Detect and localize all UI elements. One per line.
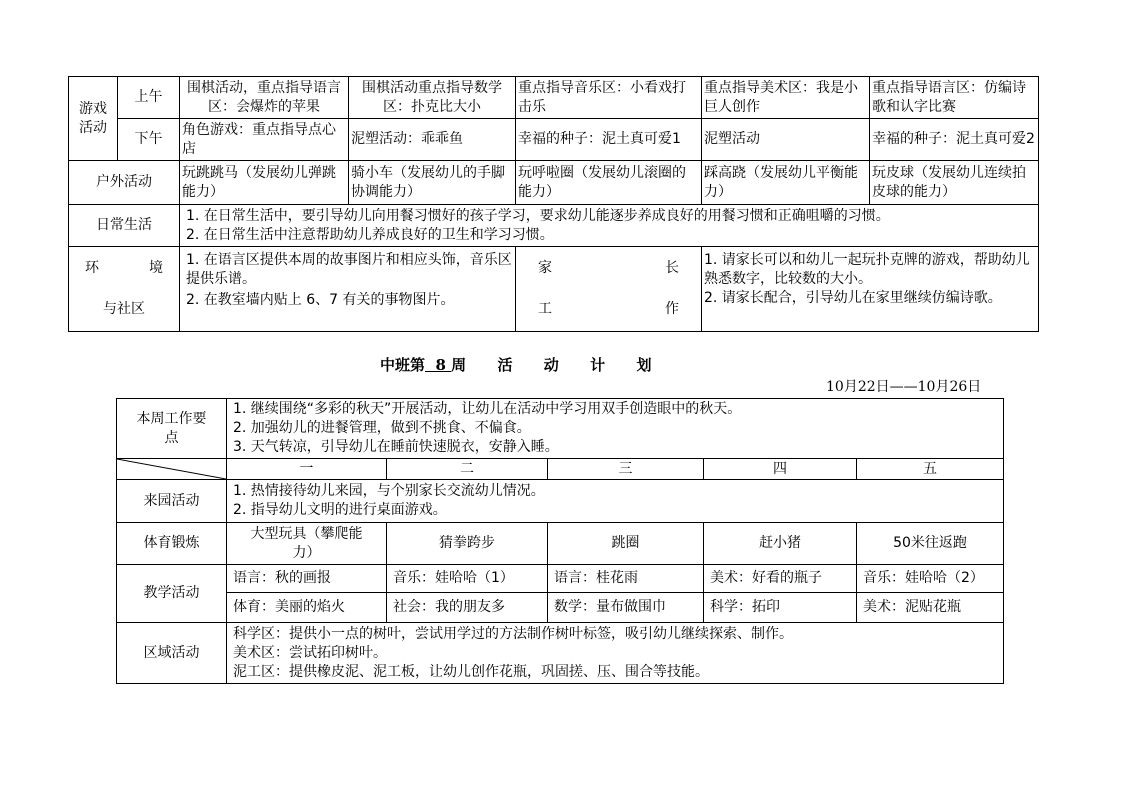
area-line-2: 美术区：尝试拓印树叶。 xyxy=(233,644,387,661)
focus-content xyxy=(227,399,1004,459)
environment-label-char-2: 境 xyxy=(149,260,163,276)
game-am-wed: 重点指导音乐区：小看戏打击乐 xyxy=(516,77,702,119)
diagonal-line xyxy=(117,459,226,479)
area-line-1: 科学区：提供小一点的树叶，尝试用学过的方法制作树叶标签，吸引幼儿继续探索、制作。 xyxy=(233,625,793,642)
area-activity-label: 区域活动 xyxy=(117,623,227,684)
teach2-mon: 体育：美丽的焰火 xyxy=(227,593,387,623)
teach2-thu: 科学：拓印 xyxy=(704,593,857,623)
focus-line-2: 2. 加强幼儿的进餐管理，做到不挑食、不偏食。 xyxy=(233,420,531,436)
parent-label-char-3: 工 xyxy=(538,301,552,317)
day-header-3: 三 xyxy=(548,459,704,480)
game-pm-thu: 泥塑活动 xyxy=(702,119,870,161)
game-activity-label: 游戏活动 xyxy=(69,77,118,161)
game-pm-fri: 幸福的种子：泥土真可爱2 xyxy=(870,119,1039,161)
arrival-label: 来园活动 xyxy=(117,480,227,523)
parent-work-line-1: 1. 请家长可以和幼儿一起玩扑克牌的游戏，帮助幼儿熟悉数字，比较数的大小。 xyxy=(704,252,1030,287)
game-pm-mon: 角色游戏：重点指导点心店 xyxy=(180,119,349,161)
area-line-3: 泥工区：提供橡皮泥、泥工板，让幼儿创作花瓶，巩固搓、压、围合等技能。 xyxy=(233,663,709,680)
environment-label-community: 与社区 xyxy=(103,301,145,317)
outdoor-tue: 骑小车（发展幼儿的手脚协调能力） xyxy=(349,161,516,205)
game-am-tue: 围棋活动重点指导数学区：扑克比大小 xyxy=(349,77,516,119)
pe-tue: 猜拳跨步 xyxy=(387,523,548,565)
environment-line-2: 2. 在教室墙内贴上 6、7 有关的事物图片。 xyxy=(186,292,455,308)
teach1-wed: 语言：桂花雨 xyxy=(548,565,704,593)
daily-life-line-2: 2. 在日常生活中注意帮助幼儿养成良好的卫生和学习习惯。 xyxy=(186,226,554,243)
parent-work-line-2: 2. 请家长配合，引导幼儿在家里继续仿编诗歌。 xyxy=(704,290,1002,306)
title-suffix: 周 活 动 计 划 xyxy=(451,356,652,374)
morning-label: 上午 xyxy=(118,77,180,119)
focus-line-3: 3. 天气转凉，引导幼儿在睡前快速脱衣，安静入睡。 xyxy=(233,439,559,455)
page-title xyxy=(380,354,651,375)
game-am-mon: 围棋活动，重点指导语言区：会爆炸的苹果 xyxy=(180,77,349,119)
teach1-thu: 美术：好看的瓶子 xyxy=(704,565,857,593)
focus-label: 本周工作要点 xyxy=(117,399,227,459)
parent-work-label xyxy=(516,247,702,332)
pe-thu: 赶小猪 xyxy=(704,523,857,565)
game-am-fri: 重点指导语言区：仿编诗歌和认字比赛 xyxy=(870,77,1039,119)
parent-work-content xyxy=(702,247,1039,332)
outdoor-mon: 玩跳跳马（发展幼儿弹跳能力） xyxy=(180,161,349,205)
day-header-4: 四 xyxy=(704,459,857,480)
pe-label: 体育锻炼 xyxy=(117,523,227,565)
outdoor-activity-label: 户外活动 xyxy=(69,161,180,205)
environment-content xyxy=(180,247,516,332)
outdoor-thu: 踩高跷（发展幼儿平衡能力） xyxy=(702,161,870,205)
day-header-5: 五 xyxy=(857,459,1004,480)
date-range: 10月22日——10月26日 xyxy=(826,379,982,395)
daily-life-content xyxy=(180,205,1039,247)
arrival-line-2: 2. 指导幼儿文明的进行桌面游戏。 xyxy=(233,502,447,518)
teaching-label: 教学活动 xyxy=(117,565,227,623)
title-prefix: 中班第 xyxy=(380,356,426,374)
game-pm-tue: 泥塑活动：乖乖鱼 xyxy=(349,119,516,161)
environment-label xyxy=(69,247,180,332)
arrival-content xyxy=(227,480,1004,523)
pe-mon: 大型玩具（攀爬能力） xyxy=(227,523,387,565)
environment-line-1: 1. 在语言区提供本周的故事图片和相应头饰，音乐区提供乐谱。 xyxy=(186,252,512,287)
teach2-fri: 美术：泥贴花瓶 xyxy=(857,593,1004,623)
daily-life-label: 日常生活 xyxy=(69,205,180,247)
game-am-thu: 重点指导美术区：我是小巨人创作 xyxy=(702,77,870,119)
focus-line-1: 1. 继续围绕“多彩的秋天”开展活动，让幼儿在活动中学习用双手创造眼中的秋天。 xyxy=(233,401,742,417)
teach1-mon: 语言：秋的画报 xyxy=(227,565,387,593)
environment-label-char-1: 环 xyxy=(85,260,99,276)
afternoon-label: 下午 xyxy=(118,119,180,161)
day-header-1: 一 xyxy=(227,459,387,480)
outdoor-wed: 玩呼啦圈（发展幼儿滚圈的能力） xyxy=(516,161,702,205)
weekly-plan-table xyxy=(116,398,1004,684)
teach2-tue: 社会：我的朋友多 xyxy=(387,593,548,623)
day-header-2: 二 xyxy=(387,459,548,480)
daily-life-line-1: 1. 在日常生活中，要引导幼儿向用餐习惯好的孩子学习，要求幼儿能逐步养成良好的用餐习惯和正确咀嚼的习惯。 xyxy=(186,207,890,224)
pe-wed: 跳圈 xyxy=(548,523,704,565)
parent-label-char-1: 家 xyxy=(538,260,552,276)
outdoor-fri: 玩皮球（发展幼儿连续拍皮球的能力） xyxy=(870,161,1039,205)
diagonal-header-cell xyxy=(117,459,227,480)
pe-fri: 50米往返跑 xyxy=(857,523,1004,565)
teach1-fri: 音乐：娃哈哈（2） xyxy=(857,565,1004,593)
teach1-tue: 音乐：娃哈哈（1） xyxy=(387,565,548,593)
week-number: 8 xyxy=(425,356,452,374)
parent-label-char-2: 长 xyxy=(665,260,679,276)
parent-label-char-4: 作 xyxy=(665,301,679,317)
area-activity-content xyxy=(227,623,1004,684)
previous-week-plan-table xyxy=(68,76,1039,332)
arrival-line-1: 1. 热情接待幼儿来园，与个别家长交流幼儿情况。 xyxy=(233,483,545,499)
game-pm-wed: 幸福的种子：泥土真可爱1 xyxy=(516,119,702,161)
teach2-wed: 数学：量布做围巾 xyxy=(548,593,704,623)
